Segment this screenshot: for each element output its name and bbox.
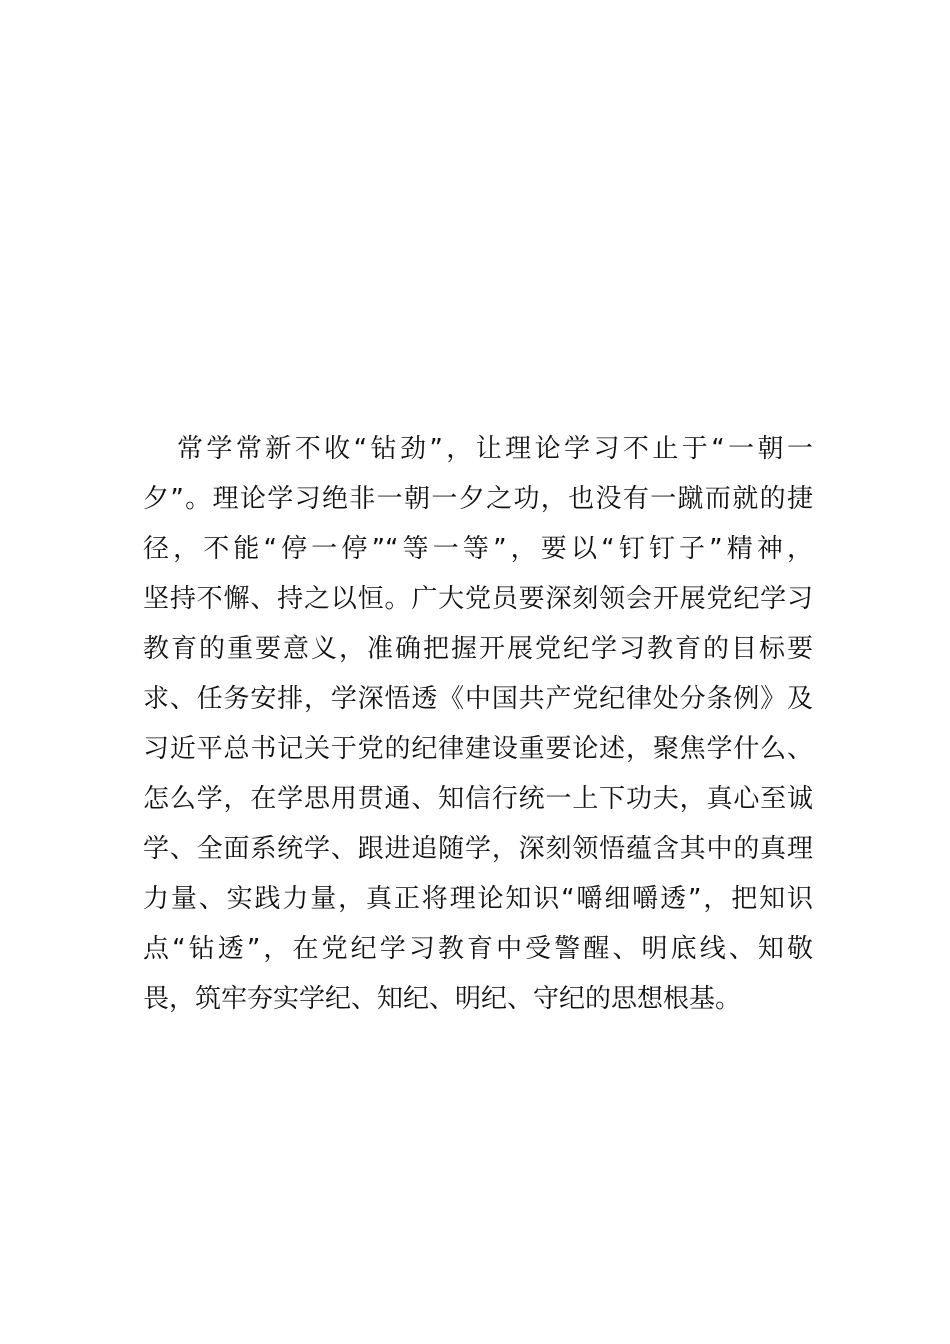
paragraph-line: 畏，筑牢夯实学纪、知纪、明纪、守纪的思想根基。 (143, 984, 742, 1014)
paragraph-line: 点“钻透”，在党纪学习教育中受警醒、明底线、知敬 (143, 934, 813, 964)
paragraph-line: 力量、实践力量，真正将理论知识“嚼细嚼透”，把知识 (143, 884, 813, 914)
body-paragraph (143, 424, 813, 1024)
paragraph-line: 学、全面系统学、跟进追随学，深刻领悟蕴含其中的真理 (143, 834, 813, 864)
paragraph-line: 求、任务安排，学深悟透《中国共产党纪律处分条例》及 (143, 684, 813, 714)
paragraph-line: 夕”。理论学习绝非一朝一夕之功，也没有一蹴而就的捷 (143, 484, 813, 514)
paragraph-line: 教育的重要意义，准确把握开展党纪学习教育的目标要 (143, 634, 813, 664)
paragraph-line: 径，不能“停一停”“等一等”，要以“钉钉子”精神， (143, 534, 813, 564)
paragraph-line: 习近平总书记关于党的纪律建设重要论述，聚焦学什么、 (143, 734, 813, 764)
paragraph-line: 常学常新不收“钻劲”，让理论学习不止于“一朝一 (177, 434, 813, 464)
paragraph-line: 坚持不懈、持之以恒。广大党员要深刻领会开展党纪学习 (143, 584, 813, 614)
paragraph-line: 怎么学，在学思用贯通、知信行统一上下功夫，真心至诚 (143, 784, 813, 814)
